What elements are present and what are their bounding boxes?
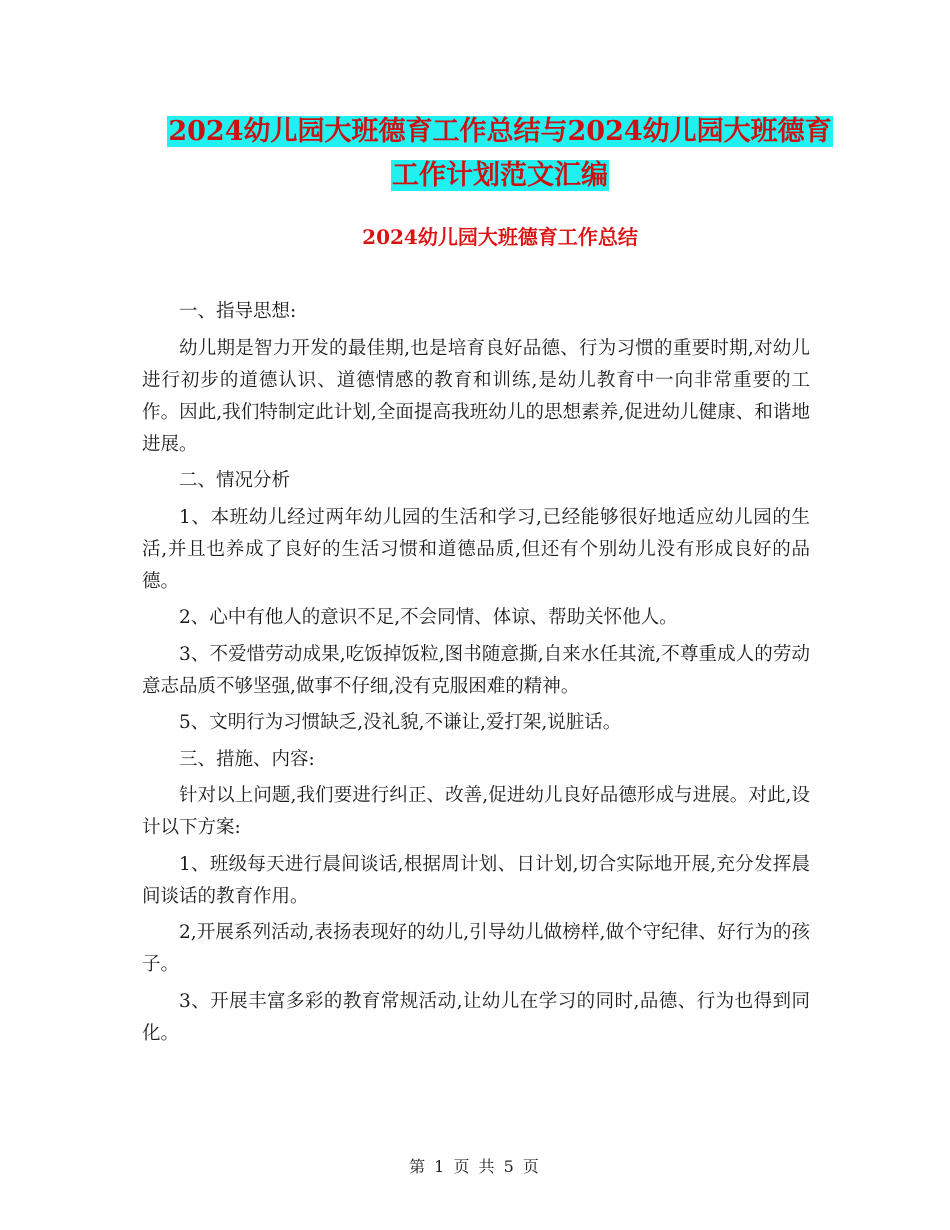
- paragraph-heading-guiding-thought: 一、指导思想:: [179, 301, 297, 322]
- section-title: 2024幼儿园大班德育工作总结: [362, 225, 638, 249]
- paragraph: 3、开展丰富多彩的教育常规活动,让幼儿在学习的同时,品德、行为也得到同化。: [142, 990, 810, 1044]
- paragraph: 2、心中有他人的意识不足,不会同情、体谅、帮助关怀他人。: [179, 607, 678, 628]
- paragraph: 3、不爱惜劳动成果,吃饭掉饭粒,图书随意撕,自来水任其流,不尊重成人的劳动意志品质不够坚强,做事不仔细,没有克服困难的精神。: [142, 643, 810, 697]
- paragraph-heading-measures: 三、措施、内容:: [179, 748, 315, 770]
- paragraph: 针对以上问题,我们要进行纠正、改善,促进幼儿良好品德形成与进展。对此,设计以下方案:: [142, 785, 810, 838]
- document-title-line-1: 2024幼儿园大班德育工作总结与2024幼儿园大班德育: [168, 116, 832, 147]
- paragraph: 幼儿期是智力开发的最佳期,也是培育良好品德、行为习惯的重要时期,对幼儿进行初步的道德认识、道德情感的教育和训练,是幼儿教育中一向非常重要的工作。因此,我们特制定此计划,全面提高我班幼儿的思想素养,促进幼儿健康、和谐地进展。: [142, 337, 810, 455]
- page-number-footer: 第 1 页 共 5 页: [409, 1157, 541, 1176]
- document-title: [140, 110, 860, 198]
- paragraph: 5、文明行为习惯缺乏,没礼貌,不谦让,爱打架,说脏话。: [179, 712, 622, 733]
- paragraph: 2,开展系列活动,表扬表现好的幼儿,引导幼儿做榜样,做个守纪律、好行为的孩子。: [142, 922, 810, 975]
- paragraph: 1、班级每天进行晨间谈话,根据周计划、日计划,切合实际地开展,充分发挥晨间谈话的教育作用。: [142, 853, 810, 907]
- document-title-line-2: 工作计划范文汇编: [392, 160, 608, 191]
- paragraph: 1、本班幼儿经过两年幼儿园的生活和学习,已经能够很好地适应幼儿园的生活,并且也养成了良好的生活习惯和道德品质,但还有个别幼儿没有形成良好的品德。: [142, 506, 810, 592]
- document-body: [142, 296, 810, 1054]
- paragraph-heading-situation-analysis: 二、情况分析: [179, 470, 291, 491]
